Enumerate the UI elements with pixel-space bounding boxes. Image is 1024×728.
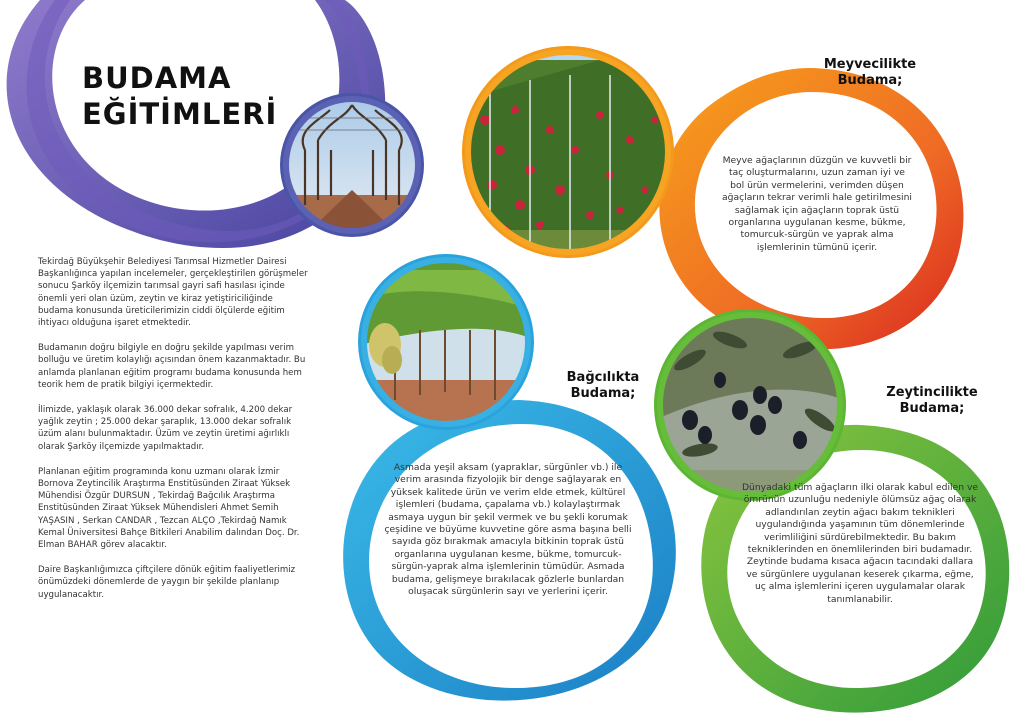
olive-heading-line-2: Budama; [899, 401, 965, 416]
vine-heading-line-2: Budama; [570, 386, 636, 401]
page-title-line-2: EĞİTİMLERİ [82, 97, 278, 131]
grape-vine-photo [358, 254, 535, 430]
intro-paragraph-1: Tekirdağ Büyükşehir Belediyesi Tarımsal Hizmetler Dairesi Başkanlığınca yapılan incelemeler, gerçekleştirilen görüşmeler sonucu Şarköy ilçemizin tarımsal gayri safi hasılası içinde önemli yeri olan üzüm, zeytin ve kiraz yetiştiriciliğinde budama konusunda üreticilerimizin ciddi ölçülerde eğitim ihtiyacı olduğuna işaret etmektedir. [38, 257, 308, 329]
intro-paragraph-4: Planlanan eğitim programında konu uzmanı olarak İzmir Bornova Zeytincilik Araştırma Enstitüsünden Ziraat Yüksek Mühendisi Özgür DURSUN , Tekirdağ Bağcılık Araştırma Enstitüsünden Ziraat Yüksek Mühendisleri Ahmet Semih YAŞASIN , Serkan CANDAR , Tezcan ALÇO ,Tekirdağ Namık Kemal Üniversitesi Bahçe Bitkileri Anabilim dalından Doç. Dr. Elman BAHAR görev alacaktır. [38, 466, 300, 551]
olive-pruning-heading [872, 385, 992, 417]
intro-paragraph-3: İlimizde, yaklaşık olarak 36.000 dekar sofralık, 4.200 dekar yağlık zeytin ; 25.000 dekar şaraplık, 13.000 dekar sofralık üzüm alanı bulunmaktadır. Üzüm ve zeytin üretimi ağırlıklı olarak Şarköy ilçemizde yapılmaktadır. [38, 405, 293, 452]
vine-pruning-text: Asmada yeşil aksam (yapraklar, sürgünler vb.) ile verim arasında fizyolojik bir denge sağlayarak en yüksek kalitede ürün ve verim elde etmek, kültürel işlemleri (budama, çapalama vb.) kolaylaştırmak asmaya uygun bir şekil vermek ve bu şekli korumak çeşidine ve büyüme kuvvetine göre asma başına belli sayıda göz bırakmak amacıyla bitkinin toprak üstü organlarına uygulanan kesme, bükme, tomurcuk-sürgün-yaprak alma işlemlerinin tümüdür. Asmada budama, gelişmeye bırakılacak gözlerle bunlardan oluşacak sürgünlerin sayı ve yerlerini içerir. [384, 462, 632, 598]
olive-pruning-text: Dünyadaki tüm ağaçların ilki olarak kabul edilen ve ömrünün uzunluğu nedeniyle ölümsüz ağaç olarak adlandırılan zeytin ağacı bakım teknikleri uygulandığında yaşamının tüm dönemlerinde verimliliğini sürdürebilmektedir. Bu bakım tekniklerinden en önemlilerinden biri budamadır. Zeytinde budama kısaca ağacın tacındaki dallara ve sürgünlere uygulanan keserek çıkarma, eğme, uç alma işlemlerini içeren uygulamalar olarak tanımlanabilir. [741, 482, 979, 605]
fruit-heading-line-1: Meyvecilikte [823, 57, 917, 72]
olive-heading-line-1: Zeytincilikte [886, 385, 978, 400]
olive-branch-photo [654, 309, 846, 501]
vine-pruning-heading [548, 370, 658, 402]
fruit-pruning-text: Meyve ağaçlarının düzgün ve kuvvetli bir taç oluşturmalarını, uzun zaman iyi ve bol ürün vermelerini, verimden düşen ağaçların tekrar verimli hale getirilmesini sağlamak için ağaçların toprak üstü organlarına uygulanan kesme, bükme, tomurcuk-sürgün ve yaprak alma işlemlerinin tümünü içerir. [722, 155, 912, 253]
page-title [82, 60, 277, 132]
fruit-heading-line-2: Budama; [837, 73, 903, 88]
intro-paragraph-2: Budamanın doğru bilgiyle en doğru şekilde yapılması verim bolluğu ve üretim kolaylığı açısından önem kazanmaktadır. Bu anlamda planlanan eğitim programı budama konusunda hem teorik hem de pratik bilgiyi içermektedir. [38, 343, 306, 390]
page-title-line-1: BUDAMA [82, 61, 232, 95]
apple-orchard-photo [460, 45, 680, 270]
fruit-pruning-heading [800, 57, 940, 89]
vine-heading-line-1: Bağcılıkta [566, 370, 640, 385]
intro-text-column [38, 256, 310, 614]
intro-paragraph-5: Daire Başkanlığımızca çiftçilere dönük eğitim faaliyetlerimiz önümüzdeki dönemlerde de yaygın bir şekilde planlanıp uygulanacaktır. [38, 565, 296, 600]
